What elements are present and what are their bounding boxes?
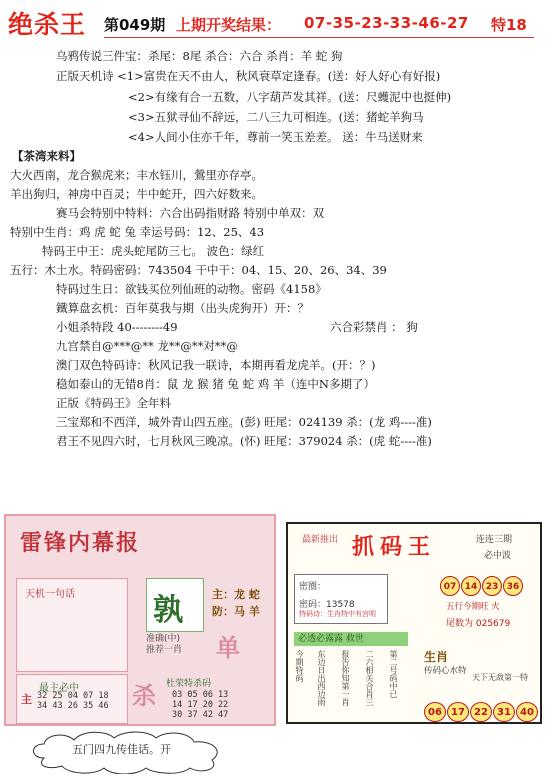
five-elements: 五行今期旺 火 <box>446 602 500 612</box>
site-logo: 绝杀王 <box>8 10 87 39</box>
transmit-label: 传码心水特 <box>424 666 467 676</box>
text-line: <4>人间小住亦千年，尊前一笑玉差差。 送：牛马送财来 <box>128 130 423 144</box>
text-line: <3>五狱寻仙不辞远，二八三九可相连。(送：猪蛇羊狗马 <box>128 110 424 124</box>
zodiac-label: 生肖 <box>424 650 449 664</box>
text-line: 小姐杀特段 40--------49 <box>56 320 178 334</box>
panel-title: 雷锋内幕报 <box>20 530 141 556</box>
number-ball: 40 <box>516 702 538 722</box>
accuracy-line: 准确(中) <box>146 634 181 644</box>
vertical-text: 二六相关合肖三 <box>365 650 374 706</box>
vertical-columns <box>294 650 414 710</box>
must-win-label: 最主必中 <box>39 683 79 694</box>
number-ball: 23 <box>482 576 502 596</box>
number-ball: 36 <box>503 576 523 596</box>
text-line: 大火西南，龙合猴虎来；丰水钰川，鶯里亦存亭。 <box>10 168 263 182</box>
main-pick-line: 防：马 羊 <box>212 605 260 618</box>
vertical-text: 今期特码 <box>295 650 304 682</box>
number-row: 14 17 20 22 <box>172 700 229 710</box>
number-ball: 22 <box>470 702 492 722</box>
secret-circle-label: 密圈： <box>299 582 327 592</box>
kill-label: 杀 <box>132 682 156 710</box>
text-line: 稳如泰山的无错8肖：鼠 龙 猴 猪 兔 蛇 鸡 羊（连中N多期了） <box>56 377 375 391</box>
page-header <box>0 0 549 44</box>
number-row: 34 43 26 35 46 <box>37 701 109 711</box>
featured-char: 孰 <box>153 593 183 628</box>
tail-digits: 尾数为 025679 <box>446 619 511 629</box>
cloud-text: 五门四九传佳话。开 <box>72 743 171 756</box>
number-ball: 06 <box>424 702 446 722</box>
text-line: 六合彩禁肖 ： 狗 <box>330 320 418 334</box>
prev-result-label: 上期开奖结果： <box>176 16 282 34</box>
text-line: 正版天机诗 <1>富贵在天不由人，秋风衰草定逢春。(送：好人好心有好报) <box>56 69 441 83</box>
accuracy-note <box>146 634 206 656</box>
leifeng-insider-panel <box>4 514 276 726</box>
kill-code-label: 杜荣特杀码 <box>166 679 212 689</box>
main-numbers <box>37 691 109 711</box>
number-ball: 14 <box>461 576 481 596</box>
vertical-text: 东边日出西边雨 <box>317 650 326 706</box>
prev-result-numbers: 07-35-23-33-46-27 <box>304 14 469 32</box>
bottom-number-balls <box>424 700 539 722</box>
issue-number: 第049期 <box>104 16 166 34</box>
must-win-box <box>16 674 128 724</box>
text-line: 澳门双色特码诗：秋风记我一联诗，本期再看龙虎羊。(开：？) <box>56 358 376 372</box>
code-box <box>294 574 388 624</box>
number-row: 32 25 04 07 18 <box>37 691 109 701</box>
header-divider <box>104 37 534 38</box>
secret-code: 密码：13578 <box>299 600 355 610</box>
accuracy-line: 推荐一肖 <box>146 645 183 655</box>
tianji-box <box>16 578 128 672</box>
main-pick-line: 主：龙 蛇 <box>212 588 260 601</box>
vertical-text: 报告你知第一肖 <box>341 650 350 706</box>
number-row: 03 05 06 13 <box>172 690 229 700</box>
streak-label: 连连三期 <box>476 535 513 545</box>
zhuama-king-panel <box>286 522 542 724</box>
panel-title: 抓码王 <box>352 534 437 560</box>
prev-result-special: 特18 <box>491 16 527 34</box>
special-poem: 特码诗：生肖特中有宫明 <box>299 610 376 618</box>
text-line: <2>有缘有合一五数，八字葫芦发其祥。(送：尺蠖泥中也挺伸) <box>128 90 452 104</box>
text-line: 特别中生肖：鸡 虎 蛇 兔 幸运号码：12、25、43 <box>10 225 265 239</box>
number-row: 30 37 42 47 <box>172 710 229 720</box>
main-pick <box>212 586 260 620</box>
section-heading: 【茶湾来料】 <box>12 149 81 163</box>
text-line: 正版《特码王》全年料 <box>56 396 171 410</box>
number-ball: 07 <box>440 576 460 596</box>
number-ball: 31 <box>493 702 515 722</box>
text-line: 乌鸦传说三件宝：杀尾：8尾 杀合：六合 杀肖：羊 蛇 狗 <box>56 49 343 63</box>
kill-code-grid <box>172 690 228 720</box>
wave-label: 必中波 <box>484 551 512 561</box>
text-line: 三宝郑和不西洋，城外青山四五座。(彭) 旺尾：024139 杀：(龙 鸡----准) <box>56 415 432 429</box>
main-label: 主 <box>21 693 32 706</box>
text-line: 羊出狗归，神房中百灵；牛中蛇开，四六好数来。 <box>10 187 263 201</box>
text-line: 赛马会特别中特料：六合出码指财路 特别中单双：双 <box>56 206 325 220</box>
green-strip: 必透必露露 救世 <box>294 632 408 646</box>
number-balls <box>440 574 524 596</box>
featured-char-box <box>146 578 204 632</box>
text-line: 鐵算盘玄机：百年莫我与期（出头虎狗开）开：？ <box>56 301 309 315</box>
tianji-label: 天机一句话 <box>25 589 75 600</box>
new-release-tag: 最新推出 <box>302 535 339 545</box>
number-ball: 17 <box>447 702 469 722</box>
text-line: 特码王中王：虎头蛇尾防三七。 波色：绿红 <box>42 244 265 258</box>
text-line: 五行：木土水。特码密码：743504 干中干：04、15、20、26、34、39 <box>10 263 387 277</box>
invincible-label: 天下无敌第一特 <box>472 673 528 682</box>
vertical-text: 第二号码中已 <box>389 650 398 698</box>
text-line: 特码过生日：欲钱买位列仙班的动物。密码《4158》 <box>56 282 327 296</box>
odd-indicator: 单 <box>216 633 240 662</box>
text-line: 九宫禁自@***@** 龙**@**对**@ <box>56 339 238 353</box>
text-line: 君王不见四六时，七月秋风三晚凉。(怀) 旺尾：379024 杀：(虎 蛇----准) <box>56 434 432 448</box>
